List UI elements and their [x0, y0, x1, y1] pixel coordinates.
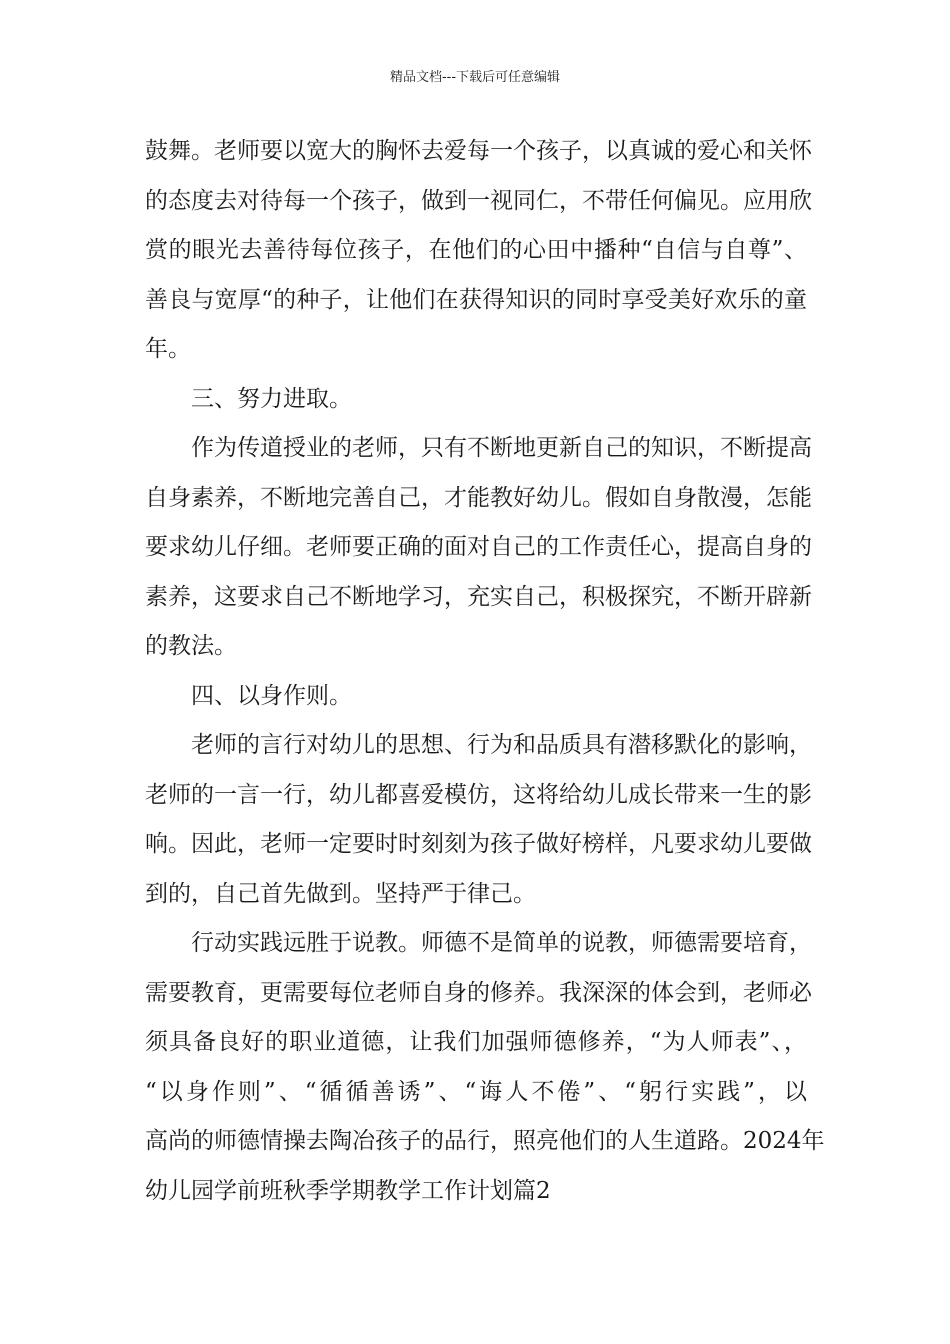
- text-line: 赏的眼光去善待每位孩子，在他们的心田中播种“自信与自尊”、: [145, 237, 807, 263]
- section-heading: 三、努力进取。: [191, 385, 352, 412]
- text-line: 作为传道授业的老师，只有不断地更新自己的知识，不断提高: [191, 435, 812, 461]
- text-line: 老师的言行对幼儿的思想、行为和品质具有潜移默化的影响，: [191, 732, 812, 758]
- text-line: 的教法。: [145, 633, 237, 659]
- text-line: 到的，自己首先做到。坚持严于律己。: [145, 880, 536, 907]
- text-line: 幼儿园学前班秋季学期教学工作计划篇2: [145, 1177, 551, 1204]
- text-line: 素养，这要求自己不断地学习，充实自己，积极探究，不断开辟新: [145, 583, 812, 610]
- text-line: “以身作则”、“循循善诱”、“诲人不倦”、“躬行实践”，以: [145, 1078, 807, 1105]
- text-line: 善良与宽厚“的种子，让他们在获得知识的同时享受美好欢乐的童: [145, 286, 807, 313]
- text-line: 鼓舞。老师要以宽大的胸怀去爱每一个孩子，以真诚的爱心和关怀: [145, 138, 812, 164]
- section-heading: 四、以身作则。: [191, 682, 352, 709]
- text-line: 行动实践远胜于说教。师德不是简单的说教，师德需要培育，: [191, 930, 812, 956]
- text-line: 响。因此，老师一定要时时刻刻为孩子做好榜样，凡要求幼儿要做: [145, 831, 812, 857]
- document-body: [145, 127, 825, 1216]
- text-line: 的态度去对待每一个孩子，做到一视同仁，不带任何偏见。应用欣: [145, 187, 812, 214]
- text-line: 老师的一言一行，幼儿都喜爱模仿，这将给幼儿成长带来一生的影: [145, 781, 812, 808]
- text-line: 须具备良好的职业道德，让我们加强师德修养，“为人师表”、，: [145, 1029, 807, 1055]
- text-line: 需要教育，更需要每位老师自身的修养。我深深的体会到，老师必: [145, 979, 812, 1006]
- text-line: 高尚的师德情操去陶冶孩子的品行，照亮他们的人生道路。2024年: [145, 1128, 825, 1154]
- text-line: 自身素养，不断地完善自己，才能教好幼儿。假如自身散漫，怎能: [145, 484, 812, 511]
- text-line: 年。: [145, 336, 191, 362]
- text-line: 要求幼儿仔细。老师要正确的面对自己的工作责任心，提高自身的: [145, 534, 812, 560]
- page-header: 精品文档---下载后可任意编辑: [389, 70, 561, 85]
